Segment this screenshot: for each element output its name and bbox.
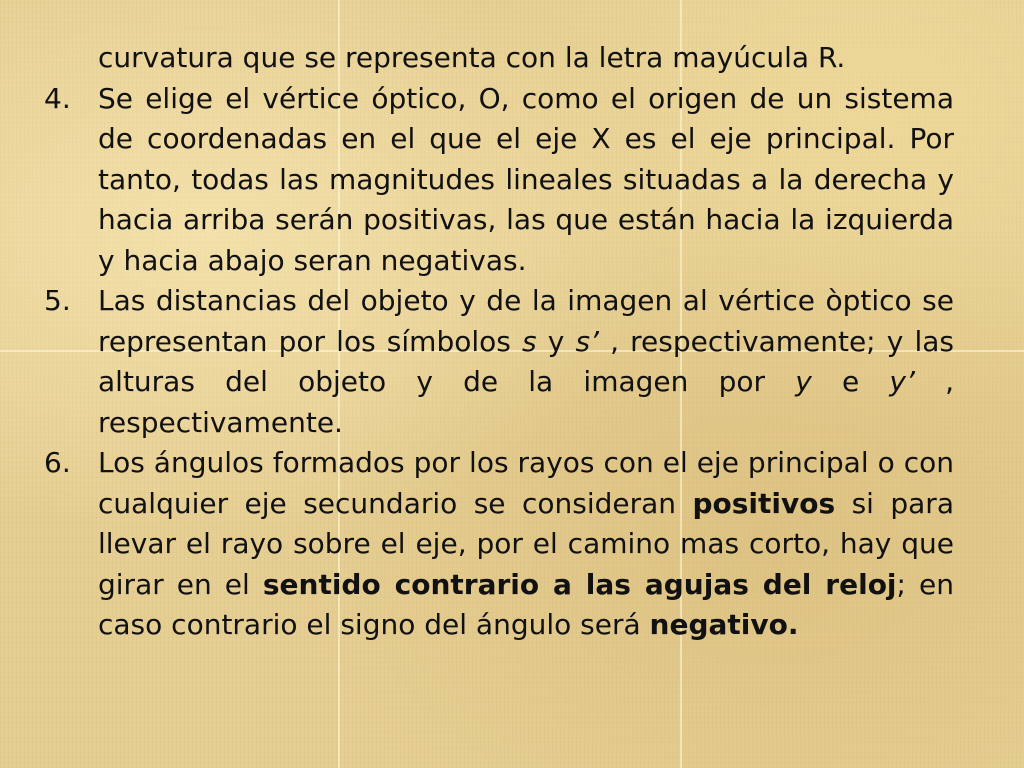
item-text: , respectivamente. [98, 365, 954, 439]
emphasis-positivos: positivos [692, 486, 836, 520]
list-item-6 [44, 443, 954, 646]
list-item-4 [44, 79, 954, 282]
continuation-line: curvatura que se representa con la letra mayúcula R. [98, 41, 846, 74]
item-text: e [811, 365, 890, 398]
symbol-y-prime: y’ [889, 365, 915, 398]
emphasis-negativo: negativo. [649, 608, 799, 641]
item-text: , respectivamente; y las alturas del objeto y de la imagen por [98, 324, 954, 398]
symbol-s-prime: s’ [575, 324, 599, 358]
slide-body [44, 38, 954, 646]
item-number: 5. [44, 284, 71, 317]
symbol-y: y [795, 365, 812, 398]
item-text: si para llevar el rayo sobre el eje, por el camino mas corto, hay que girar en el [98, 486, 954, 601]
emphasis-sentido: sentido contrario a las agujas del reloj [262, 567, 897, 601]
item-text: Las distancias del objeto y de la imagen al vértice òptico se representan por los símbolos [98, 284, 954, 358]
item-text: ; en caso contrario el signo del ángulo será [98, 567, 954, 641]
item-text: Los ángulos formados por los rayos con el eje principal o con cualquier eje secundario se consideran [98, 446, 954, 520]
item-number: 6. [44, 446, 71, 479]
item-number: 4. [44, 81, 71, 115]
list-item-5 [44, 281, 954, 443]
item-text: y [536, 324, 576, 358]
symbol-s: s [522, 324, 537, 358]
item-text: Se elige el vértice óptico, O, como el origen de un sistema de coordenadas en el que el eje X es el eje principal. Por tanto, todas las magnitudes lineales situadas a la derecha y hacia arriba serán positivas, las que están hacia la izquierda y hacia abajo seran negativas. [98, 81, 954, 277]
